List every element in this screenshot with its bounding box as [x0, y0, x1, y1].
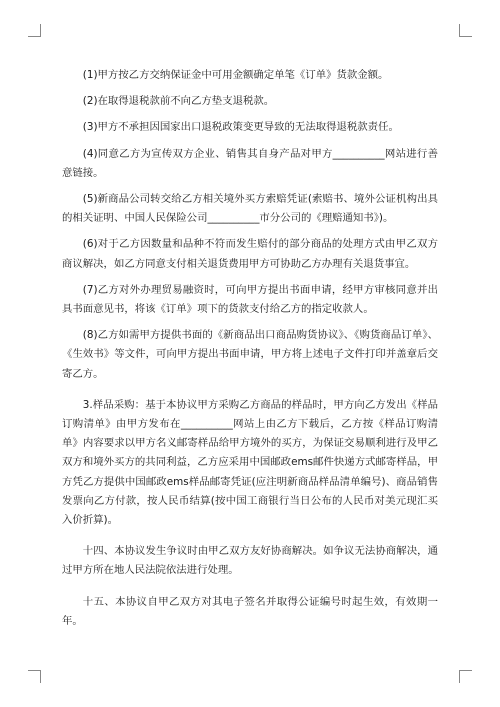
article-14: 十四、本协议发生争议时由甲乙双方友好协商解决。如争议无法协商解决，通过甲方所在地人民法院依法进行处理。	[62, 545, 438, 577]
document-body	[62, 66, 438, 638]
clause-1: (1)甲方按乙方交纳保证金中可用金额确定单笔《订单》货款金额。	[82, 69, 389, 81]
crop-mark-top-left	[28, 24, 41, 37]
clause-5: (5)新商品公司转交给乙方相关境外买方索赔凭证(索赔书、境外公证机构出具的相关证明、中国人民保险公司__________市分公司的《理赔通知书》)。	[62, 193, 438, 225]
clause-6: (6)对于乙方因数量和品种不符而发生赔付的部分商品的处理方式由甲乙双方商议解决，如乙方同意支付相关退货费用甲方可协助乙方办理有关退货事宜。	[62, 238, 438, 270]
article-15: 十五、本协议自甲乙双方对其电子签名并取得公证编号时起生效，有效期一年。	[62, 595, 438, 627]
crop-mark-top-right	[459, 24, 472, 37]
clause-3: (3)甲方不承担因国家出口退税政策变更导致的无法取得退税款责任。	[82, 121, 399, 134]
clause-7: (7)乙方对外办理贸易融资时，可向甲方提出书面申请，经甲方审核同意并出具书面意见书，将该《订单》项下的货款支付给乙方的指定收款人。	[62, 283, 438, 316]
clause-4: (4)同意乙方为宣传双方企业、销售其自身产品对甲方__________网站进行善意链接。	[62, 147, 438, 179]
clause-2: (2)在取得退税款前不向乙方垫支退税款。	[82, 95, 275, 108]
sample-purchase-paragraph: 3.样品采购：基于本协议甲方采购乙方商品的样品时，甲方向乙方发出《样品订购清单》由甲方发布在__________网站上由乙方下载后，乙方按《样品订购清单》内容要求以甲方名义邮寄样品给甲方境外的买方，为保证交易顺利进行及甲乙双方和境外买方的共同利益，乙方应采用中国邮政ems邮件快递方式邮寄样品，甲方凭乙方提供中国邮政ems样品邮寄凭证(应注明新商品样品清单编号)、商品销售发票向乙方付款，按人民币结算(按中国工商银行当日公布的人民币对美元现汇买入价折算)。	[62, 398, 438, 527]
crop-mark-bottom-left	[28, 670, 41, 683]
crop-mark-bottom-right	[459, 670, 472, 683]
clause-8: (8)乙方如需甲方提供书面的《新商品出口商品购货协议》、《购货商品订单》、《生效书》等文件，可向甲方提出书面申请，甲方将上述电子文件打印并盖章后交寄乙方。	[62, 329, 438, 380]
